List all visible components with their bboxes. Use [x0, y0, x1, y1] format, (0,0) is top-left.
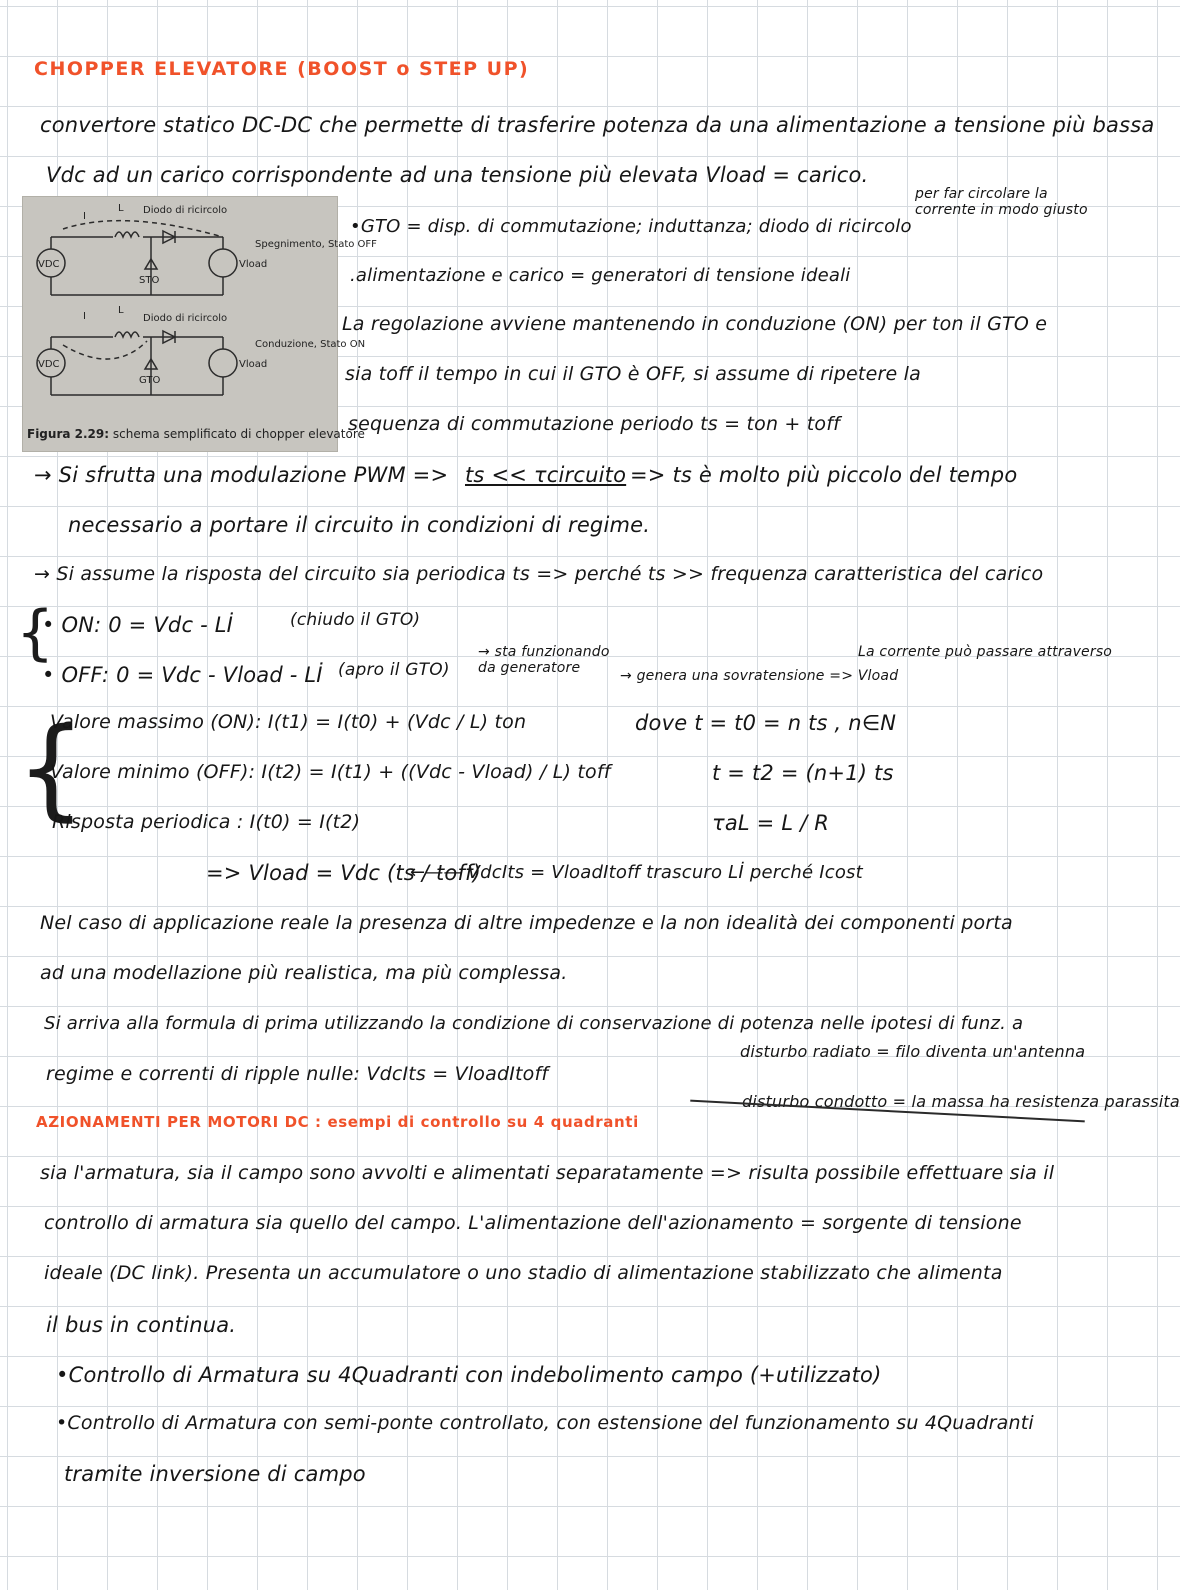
pwm-line-c: => ts è molto più piccolo del tempo: [630, 463, 1018, 487]
text-line-7: sequenza di commutazione periodo ts = ton + toff: [348, 413, 841, 435]
eq-periodic: Risposta periodica : I(t0) = I(t2): [52, 811, 361, 833]
note-overvoltage: → genera una sovratensione => Vload: [620, 668, 899, 684]
fig-bottom-gto: GTO: [139, 375, 161, 386]
text-line-8: necessario a portare il circuito in condizioni di regime.: [68, 513, 651, 537]
fig-bottom-l: L: [118, 305, 124, 316]
fig-top-gto: STO: [139, 275, 160, 286]
fig-top-vload: Vload: [239, 259, 268, 270]
text-line-2: Vdc ad un carico corrispondente ad una tensione più elevata Vload = carico.: [46, 163, 869, 187]
fig-top-vdc: VDC: [38, 259, 60, 270]
fig-top-i: I: [83, 211, 86, 222]
bullet-1: •Controllo di Armatura su 4Quadranti con indebolimento campo (+utilizzato): [56, 1363, 882, 1387]
fig-bottom-vdc: VDC: [38, 359, 60, 370]
brace-values: {: [16, 704, 86, 832]
page-title: CHOPPER ELEVATORE (BOOST o STEP UP): [34, 58, 530, 80]
eq-on-note: (chiudo il GTO): [290, 610, 421, 630]
eq-max: Valore massimo (ON): I(t1) = I(t0) + (Vdc / L) ton: [50, 711, 527, 733]
text-line-11: ad una modellazione più realistica, ma più complessa.: [40, 962, 568, 984]
pwm-line-b: ts << τcircuito: [465, 463, 627, 487]
fig-top-state: Spegnimento, Stato OFF: [255, 239, 377, 250]
fig-bottom-state: Conduzione, Stato ON: [255, 339, 366, 350]
fig-bottom-vload: Vload: [239, 359, 268, 370]
text-line-5: La regolazione avviene mantenendo in conduzione (ON) per ton il GTO e: [342, 313, 1048, 335]
eq-off: • OFF: 0 = Vdc - Vload - Lİ: [42, 663, 323, 687]
circuit-figure: [22, 196, 377, 452]
fig-top-diode: Diodo di ricircolo: [143, 205, 228, 216]
brace-on-off: {: [16, 598, 55, 668]
circuit-diagram: [23, 197, 377, 451]
text-line-10: Nel caso di applicazione reale la presenza di altre impedenze e la non idealità dei componenti porta: [40, 912, 1013, 934]
fig-bottom-diode: Diodo di ricircolo: [143, 313, 228, 324]
bullet-2: •Controllo di Armatura con semi-ponte controllato, con estensione del funzionamento su 4Quadranti: [56, 1412, 1034, 1434]
figure-caption-text: schema semplificato di chopper elevatore: [112, 427, 365, 441]
pwm-line-a: → Si sfrutta una modulazione PWM =>: [34, 463, 449, 487]
eq-off-note: (apro il GTO): [338, 660, 450, 680]
text-line-17: il bus in continua.: [46, 1313, 237, 1337]
fig-top-l: L: [118, 203, 124, 214]
text-line-13: regime e correnti di ripple nulle: VdcIts = VloadItoff: [46, 1063, 549, 1085]
fig-bottom-i: I: [83, 311, 86, 322]
text-line-4: .alimentazione e carico = generatori di tensione ideali: [350, 265, 851, 286]
text-line-1: convertore statico DC-DC che permette di trasferire potenza da una alimentazione a tensione più bassa: [40, 113, 1155, 137]
eq-min: Valore minimo (OFF): I(t2) = I(t1) + ((Vdc - Vload) / L) toff: [50, 761, 611, 783]
text-line-16: ideale (DC link). Presenta un accumulatore o uno stadio di alimentazione stabilizzato che alimenta: [44, 1262, 1003, 1284]
eq-vload: => Vload = Vdc (ts / toff): [206, 861, 482, 885]
figure-caption: [27, 427, 365, 441]
eq-vload-note: ←—— VdcIts = VloadItoff trascuro Lİ perché Icost: [410, 862, 863, 883]
note-conducted: disturbo condotto = la massa ha resistenza parassita: [742, 1092, 1180, 1111]
eq-where-a: dove t = t0 = n ts , n∈N: [635, 711, 897, 735]
note-generator: → sta funzionando da generatore: [478, 644, 610, 676]
text-line-12: Si arriva alla formula di prima utilizzando la condizione di conservazione di potenza nelle ipotesi di funz. a: [44, 1013, 1024, 1034]
eq-where-b: t = t2 = (n+1) ts: [712, 761, 894, 785]
text-line-9: → Si assume la risposta del circuito sia periodica ts => perché ts >> frequenza caratteristica del carico: [34, 563, 1044, 585]
text-line-6: sia toff il tempo in cui il GTO è OFF, si assume di ripetere la: [345, 363, 921, 385]
side-note-diode: per far circolare la corrente in modo giusto: [915, 186, 1088, 218]
note-radiated: disturbo radiato = filo diventa un'antenna: [740, 1042, 1086, 1061]
text-line-18: tramite inversione di campo: [64, 1462, 366, 1486]
eq-tau: τaL = L / R: [712, 811, 830, 835]
text-line-15: controllo di armatura sia quello del campo. L'alimentazione dell'azionamento = sorgente di tensione: [44, 1212, 1022, 1234]
section-title: AZIONAMENTI PER MOTORI DC : esempi di controllo su 4 quadranti: [36, 1113, 639, 1131]
text-line-3: •GTO = disp. di commutazione; induttanza; diodo di ricircolo: [350, 216, 912, 237]
text-line-14: sia l'armatura, sia il campo sono avvolti e alimentati separatamente => risulta possibile effettuare sia il: [40, 1162, 1055, 1184]
eq-on: • ON: 0 = Vdc - Lİ: [42, 613, 234, 637]
figure-caption-prefix: Figura 2.29:: [27, 427, 110, 441]
note-current: La corrente può passare attraverso: [858, 644, 1113, 660]
